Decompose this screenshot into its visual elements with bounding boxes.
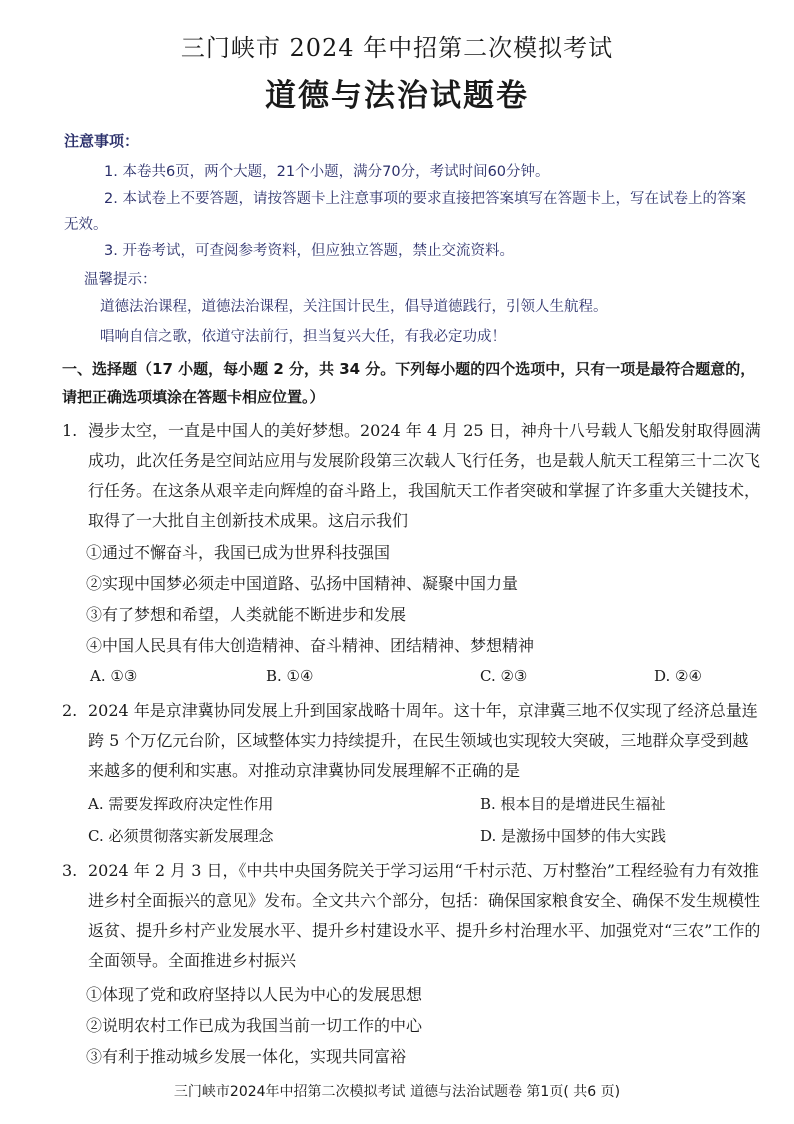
question-number: 2.: [62, 701, 78, 720]
choice-d: D. ②④: [654, 667, 702, 685]
choice-d: D. 是激扬中国梦的伟大实践: [480, 827, 667, 845]
statement-1: ①体现了党和政府坚持以人民为中心的发展思想: [86, 985, 423, 1004]
choice-a: A. ①③: [90, 667, 138, 685]
notice-item-2: 2. 本试卷上不要答题，请按答题卡上注意事项的要求直接把答案填写在答题卡上，写在试卷上的答案无效。: [64, 191, 746, 233]
statement-1: ①通过不懈奋斗，我国已成为世界科技强国: [86, 543, 391, 562]
statement-3: ③有利于推动城乡发展一体化，实现共同富裕: [86, 1047, 407, 1066]
statement-2: ②说明农村工作已成为我国当前一切工作的中心: [86, 1016, 423, 1035]
question-stem: 2024 年 2 月 3 日，《中共中央国务院关于学习运用“千村示范、万村整治”工程经验有力有效推进乡村全面振兴的意见》发布。全文共六个部分，包括：确保国家粮食安全、确保不发生规模性返贫、提升乡村产业发展水平、提升乡村建设水平、提升乡村治理水平、加强党对“三农”工作的全面领导。全面推进乡村振兴: [88, 861, 761, 970]
question-3: [62, 856, 762, 976]
notice-item-1: 1. 本卷共6页，两个大题，21个小题，满分70分，考试时间60分钟。: [104, 164, 550, 180]
question-2: [62, 696, 762, 786]
choice-a: A. 需要发挥政府决定性作用: [88, 795, 274, 813]
statement-2: ②实现中国梦必须走中国道路、弘扬中国精神、凝聚中国力量: [86, 574, 519, 593]
statement-4: ④中国人民具有伟大创造精神、奋斗精神、团结精神、梦想精神: [86, 636, 535, 655]
question-stem: 漫步太空，一直是中国人的美好梦想。2024 年 4 月 25 日，神舟十八号载人飞船发射取得圆满成功，此次任务是空间站应用与发展阶段第三次载人飞行任务，也是载人航天工程第三十二次飞行任务。在这条从艰辛走向辉煌的奋斗路上，我国航天工作者突破和掌握了许多重大关键技术，取得了一大批自主创新技术成果。这启示我们: [88, 421, 761, 530]
section-heading: 一、选择题（17 小题，每小题 2 分，共 34 分。下列每小题的四个选项中，只有一项是最符合题意的，请把正确选项填涂在答题卡相应位置。）: [62, 360, 756, 406]
choice-b: B. ①④: [266, 667, 314, 685]
exam-title: 三门峡市 2024 年中招第二次模拟考试: [180, 34, 614, 62]
question-number: 3.: [62, 861, 78, 880]
question-1: [62, 416, 762, 536]
statement-3: ③有了梦想和希望，人类就能不断进步和发展: [86, 605, 407, 624]
tip-line-2: 唱响自信之歌，依道守法前行，担当复兴大任，有我必定功成！: [100, 329, 506, 345]
page-footer: 三门峡市2024年中招第二次模拟考试 道德与法治试题卷 第1页( 共6 页): [173, 1084, 621, 1100]
choice-c: C. ②③: [480, 667, 528, 685]
choice-b: B. 根本目的是增进民生福祉: [480, 795, 666, 813]
question-number: 1.: [62, 421, 78, 440]
tips-heading: 温馨提示：: [84, 272, 157, 288]
notice-item-3: 3. 开卷考试，可查阅参考资料，但应独立答题，禁止交流资料。: [104, 243, 514, 259]
choice-c: C. 必须贯彻落实新发展理念: [88, 827, 274, 845]
subject-title: 道德与法治试题卷: [265, 78, 529, 114]
question-stem: 2024 年是京津冀协同发展上升到国家战略十周年。这十年，京津冀三地不仅实现了经济总量连跨 5 个万亿元台阶，区域整体实力持续提升，在民生领域也实现较大突破，三地群众享受到越来越多的便利和实惠。对推动京津冀协同发展理解不正确的是: [88, 701, 758, 780]
tip-line-1: 道德法治课程，道德法治课程，关注国计民生，倡导道德践行，引领人生航程。: [100, 299, 608, 315]
notice-heading: 注意事项：: [64, 132, 140, 150]
